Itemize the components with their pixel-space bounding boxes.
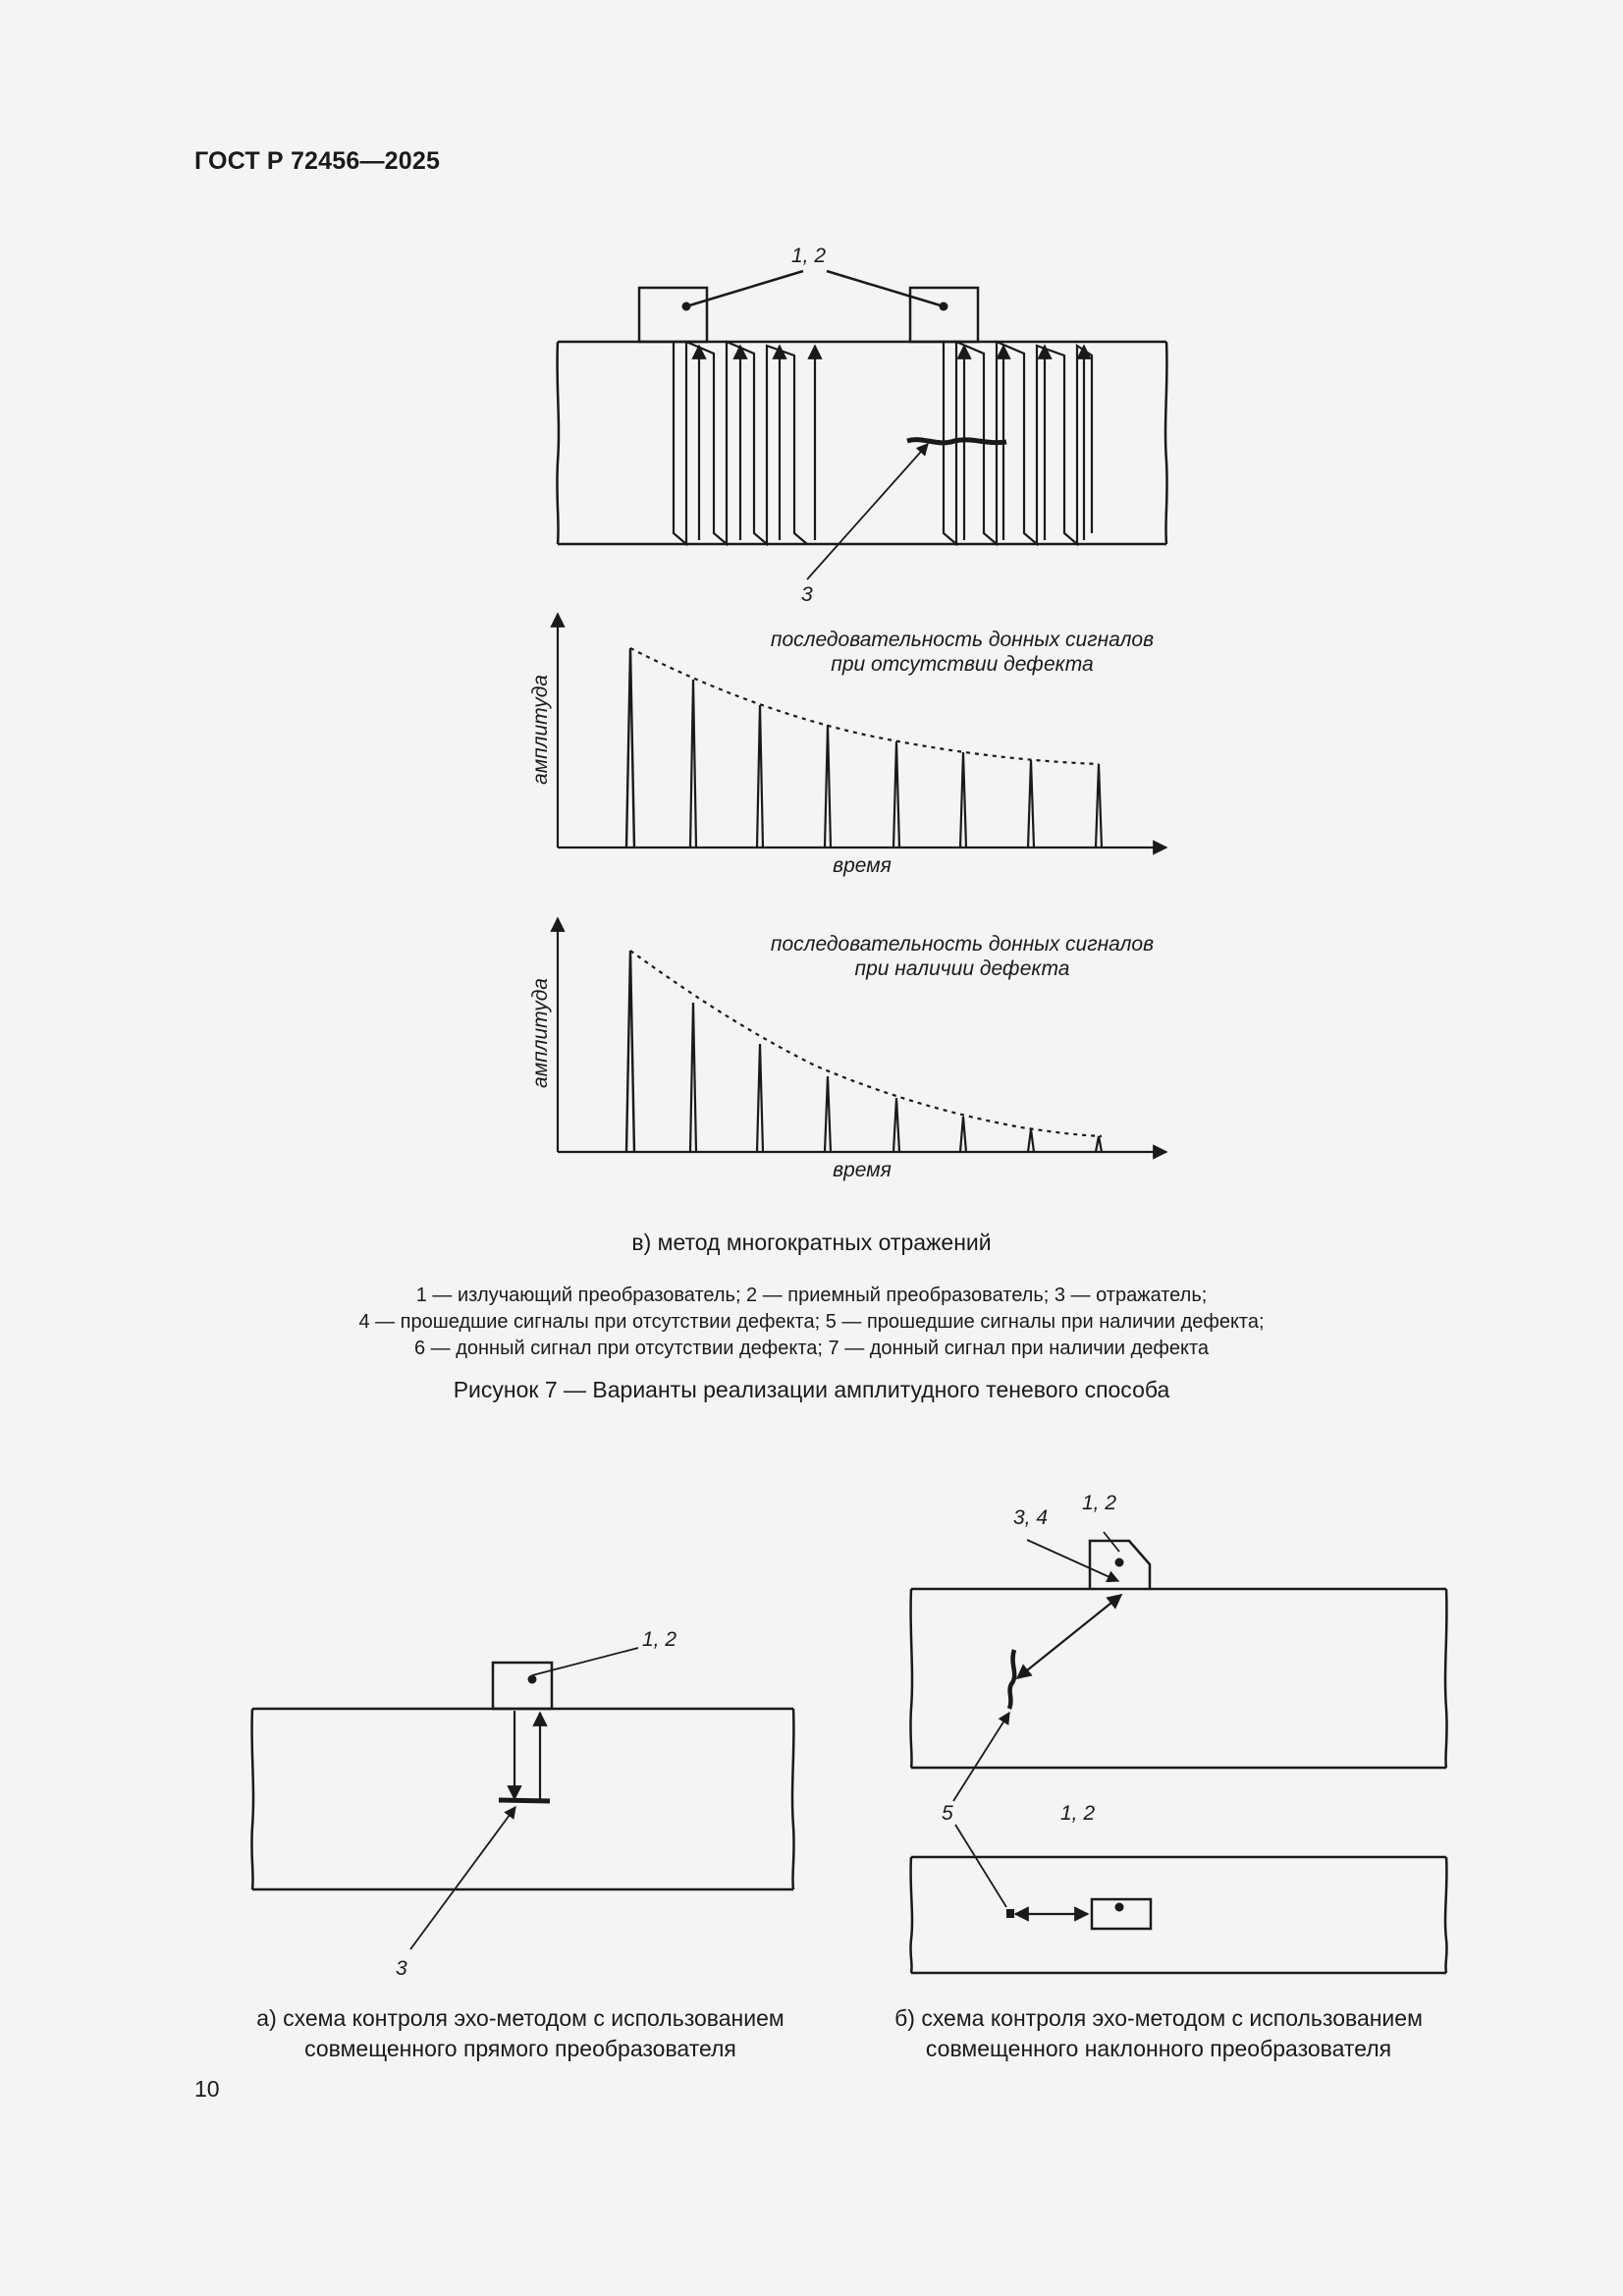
transducer-receiver <box>910 288 978 342</box>
figure7-title: Рисунок 7 — Варианты реализации амплитудного теневого способа <box>453 1377 1170 1402</box>
reflector-flaw <box>499 1800 550 1801</box>
legend-line-1: 1 — излучающий преобразователь; 2 — приемный преобразователь; 3 — отражатель; <box>415 1285 1208 1306</box>
plot2-ylabel: амплитуда <box>529 978 552 1088</box>
label-b-12-top: 1, 2 <box>1082 1492 1117 1514</box>
multi-reflection-diagram <box>557 271 1166 579</box>
figure8-caption-b <box>844 2003 1473 2064</box>
caption-b-line-1: б) схема контроля эхо-методом с использованием <box>894 2005 1423 2031</box>
document-header: ГОСТ Р 72456—2025 <box>194 147 441 175</box>
caption-a-line-2: совмещенного прямого преобразователя <box>304 2036 736 2061</box>
angled-flaw <box>1009 1650 1014 1709</box>
caption-a-line-1: а) схема контроля эхо-методом с использованием <box>256 2005 784 2031</box>
page-number: 10 <box>194 2076 220 2102</box>
label-b-12-bottom: 1, 2 <box>1060 1802 1096 1825</box>
figure8-caption-a <box>196 2003 844 2064</box>
plot1-ylabel: амплитуда <box>529 675 552 785</box>
plot1-xlabel: время <box>833 854 892 877</box>
straight-transducer <box>493 1663 552 1709</box>
label-transducers: 1, 2 <box>791 245 827 267</box>
echo-angled-topview <box>910 1825 1446 1973</box>
plot2-xlabel: время <box>833 1159 892 1181</box>
defect-crack <box>907 440 1006 443</box>
label-a-reflector: 3 <box>396 1957 407 1980</box>
label-a-transducer: 1, 2 <box>642 1628 677 1651</box>
subcaption-multi-reflection: в) метод многократных отражений <box>631 1230 992 1255</box>
plot2-title-line1: последовательность донных сигналов <box>770 933 1155 956</box>
legend-line-2: 4 — прошедшие сигналы при отсутствии дефекта; 5 — прошедшие сигналы при наличии дефекта; <box>358 1311 1265 1333</box>
label-b-34: 3, 4 <box>1013 1506 1049 1529</box>
caption-b-line-2: совмещенного наклонного преобразователя <box>925 2036 1392 2061</box>
figure7-legend <box>196 1283 1427 1362</box>
label-reflector: 3 <box>801 583 813 606</box>
echo-straight-diagram <box>251 1648 793 1949</box>
transducer-emitter <box>639 288 707 342</box>
label-b-5: 5 <box>942 1802 953 1825</box>
legend-line-3: 6 — донный сигнал при отсутствии дефекта; 7 — донный сигнал при наличии дефекта <box>413 1338 1210 1359</box>
plot2-title-line2: при наличии дефекта <box>854 957 1070 980</box>
plot1-title-line2: при отсутствии дефекта <box>831 653 1094 676</box>
plot1-title-line1: последовательность донных сигналов <box>770 629 1155 651</box>
echo-angled-diagram <box>910 1532 1446 1801</box>
